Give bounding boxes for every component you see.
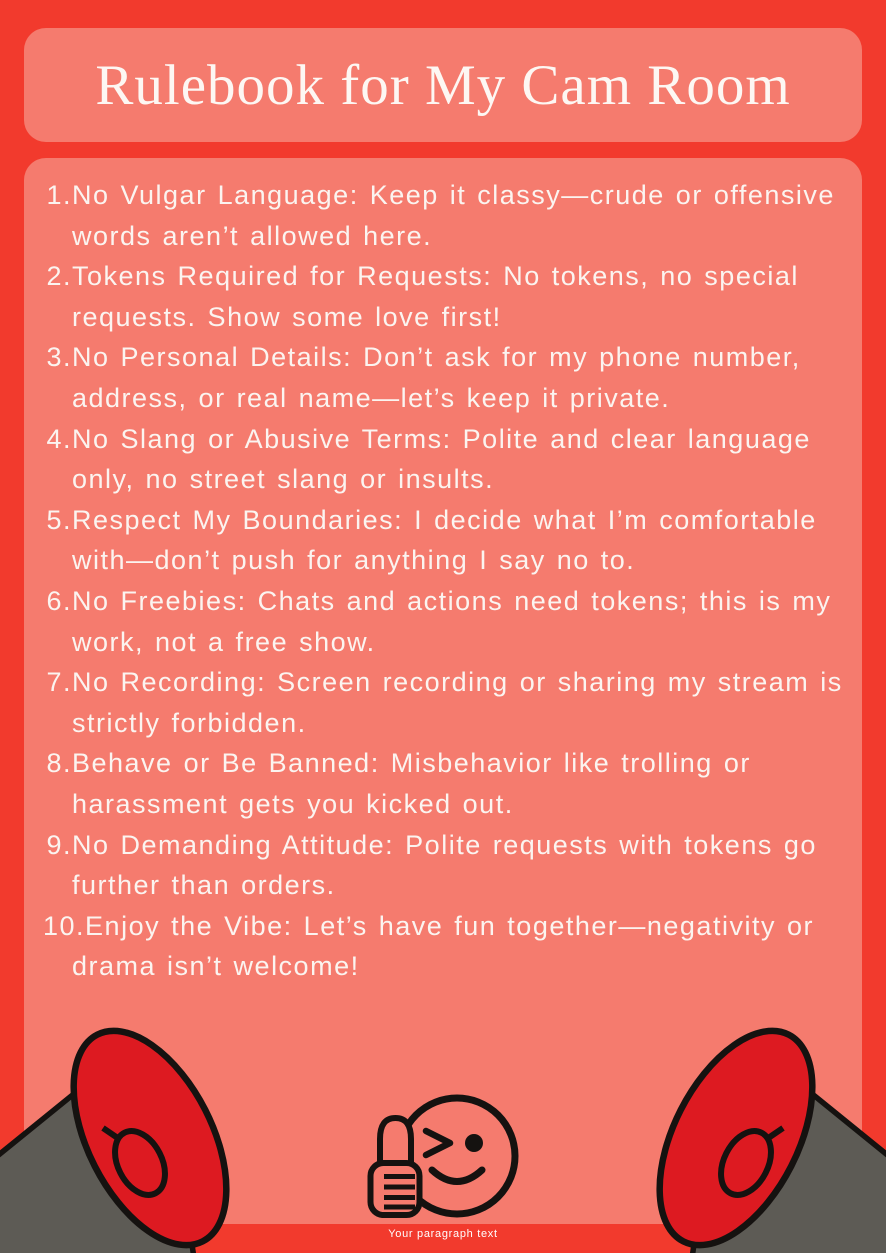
rule-number: 2. (46, 261, 72, 292)
rule-number: 8. (46, 748, 72, 779)
rule-item-10 (24, 906, 848, 987)
thumbs-up-wink-smiley-icon (360, 1083, 520, 1228)
megaphone-right-icon (606, 1020, 886, 1253)
rule-text: Tokens Required for Requests: No tokens, no special requests. Show some love first! (72, 261, 799, 332)
rule-item-6 (24, 581, 848, 662)
header-panel (24, 28, 862, 142)
rule-item-5 (24, 500, 848, 581)
rule-item-2 (24, 256, 848, 337)
footer-caption: Your paragraph text (388, 1228, 498, 1240)
rule-number: 3. (46, 342, 72, 373)
rule-text: No Freebies: Chats and actions need tokens; this is my work, not a free show. (72, 585, 832, 657)
rule-text: No Demanding Attitude: Polite requests with tokens go further than orders. (72, 829, 817, 901)
rule-text: No Recording: Screen recording or sharing my stream is strictly forbidden. (72, 667, 843, 738)
rule-text: Behave or Be Banned: Misbehavior like trolling or harassment gets you kicked out. (72, 748, 751, 819)
rule-item-8 (24, 743, 848, 824)
rule-number: 4. (46, 423, 72, 454)
rule-number: 1. (46, 180, 72, 210)
rules-list (24, 175, 848, 987)
rule-number: 6. (46, 585, 72, 616)
rule-item-4 (24, 419, 848, 500)
wink-eye-icon (426, 1131, 450, 1155)
rule-text: No Slang or Abusive Terms: Polite and clear language only, no street slang or insults. (72, 423, 811, 495)
megaphone-left-icon (0, 1020, 280, 1253)
rule-item-9 (24, 825, 848, 906)
page-title: Rulebook for My Cam Room (95, 53, 791, 117)
rule-number: 5. (46, 504, 72, 535)
rule-number: 9. (46, 829, 72, 860)
rule-text: No Vulgar Language: Keep it classy—crude or offensive words aren’t allowed here. (72, 180, 835, 251)
rule-item-1 (24, 175, 848, 256)
smile-mouth-icon (432, 1170, 482, 1182)
rule-number: 7. (46, 667, 72, 698)
rule-text: Enjoy the Vibe: Let’s have fun together—negativity or drama isn’t welcome! (72, 910, 814, 982)
rule-text: Respect My Boundaries: I decide what I’m comfortable with—don’t push for anything I say no to. (72, 504, 817, 576)
dot-eye-icon (465, 1134, 483, 1152)
rule-number: 10. (43, 910, 86, 941)
rule-item-7 (24, 662, 848, 743)
rule-item-3 (24, 337, 848, 418)
rule-text: No Personal Details: Don’t ask for my phone number, address, or real name—let’s keep it private. (72, 342, 801, 413)
